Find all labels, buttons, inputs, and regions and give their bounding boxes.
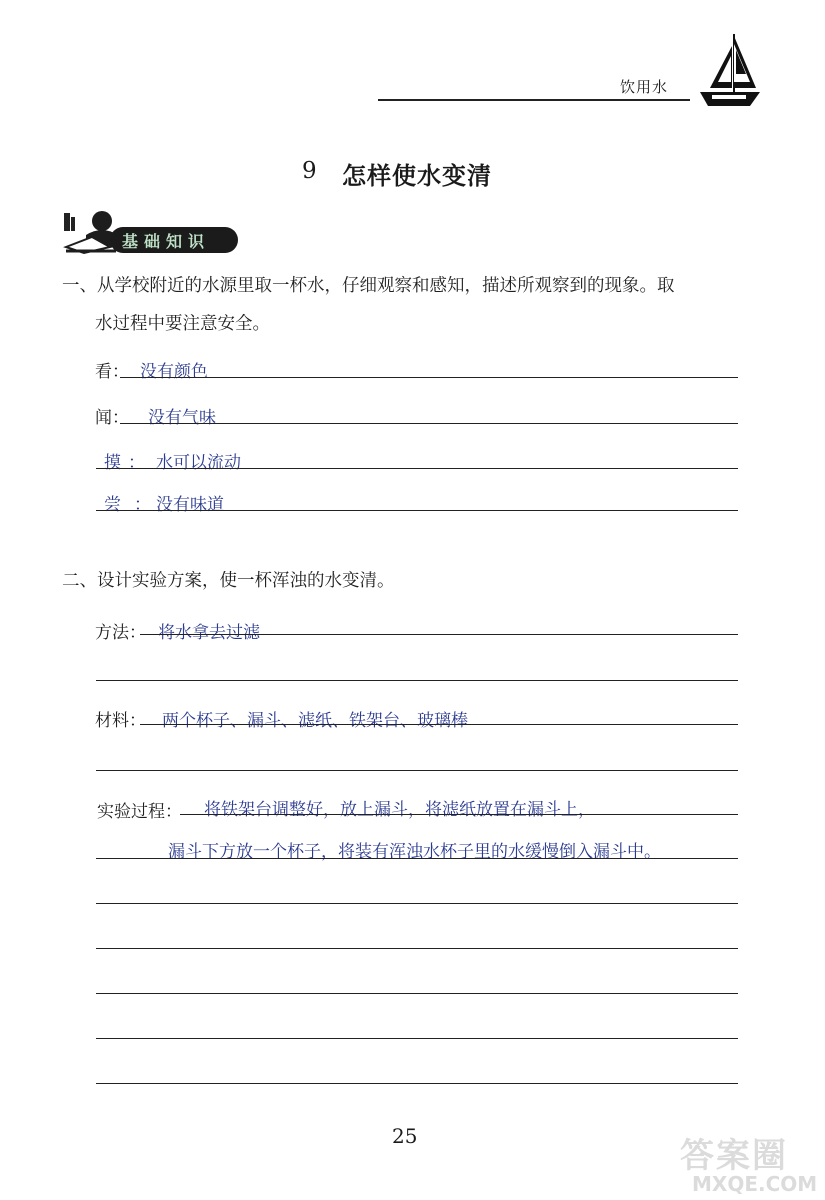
observe-touch-answer[interactable]: 水可以流动	[156, 453, 241, 473]
header-rule	[378, 99, 690, 101]
process-answer-line2[interactable]: 漏斗下方放一个杯子，将装有浑浊水杯子里的水缓慢倒入漏斗中。	[168, 842, 661, 862]
observe-look-answer[interactable]: 没有颜色	[140, 362, 208, 382]
answer-line	[120, 423, 738, 424]
answer-line	[96, 468, 738, 469]
process-answer-line1[interactable]: 将铁架台调整好，放上漏斗，将滤纸放置在漏斗上，	[204, 800, 595, 820]
q1-prompt-line1: 一、从学校附近的水源里取一杯水，仔细观察和感知，描述所观察到的现象。取	[62, 276, 675, 296]
observe-taste-label: 尝	[104, 495, 121, 515]
answer-line	[96, 1083, 738, 1084]
process-label: 实验过程：	[97, 802, 182, 822]
method-answer[interactable]: 将水拿去过滤	[158, 623, 260, 643]
answer-line	[96, 770, 738, 771]
observe-taste-answer[interactable]: 没有味道	[156, 495, 224, 515]
materials-label: 材料：	[95, 711, 146, 731]
answer-line	[180, 814, 738, 815]
method-label: 方法：	[95, 623, 146, 643]
watermark-line1: 答案圈	[680, 1136, 788, 1176]
section-badge-label: 基础知识	[122, 232, 211, 251]
answer-line	[96, 1038, 738, 1039]
observe-touch-sep: ：	[128, 453, 145, 473]
q2-prompt: 二、设计实验方案，使一杯浑浊的水变清。	[62, 571, 395, 591]
reading-student-icon	[62, 207, 120, 255]
observe-taste-sep: ：	[134, 495, 151, 515]
materials-answer[interactable]: 两个杯子、漏斗、滤纸、铁架台、玻璃棒	[162, 711, 468, 731]
answer-line	[140, 634, 738, 635]
answer-line	[96, 680, 738, 681]
sailboat-icon	[698, 30, 762, 110]
section-badge	[62, 207, 242, 255]
q1-prompt-line2: 水过程中要注意安全。	[95, 314, 270, 334]
watermark	[672, 1128, 822, 1198]
page-title: 怎样使水变清	[342, 162, 492, 190]
watermark-line2: MXQE.COM	[692, 1172, 818, 1196]
answer-line	[96, 903, 738, 904]
chapter-tag: 饮用水	[620, 78, 669, 96]
answer-line	[96, 858, 738, 859]
observe-look-label: 看：	[95, 362, 129, 382]
answer-line	[96, 948, 738, 949]
page-number: 25	[392, 1124, 418, 1148]
answer-line	[120, 377, 738, 378]
answer-line	[140, 724, 738, 725]
observe-smell-answer[interactable]: 没有气味	[148, 408, 216, 428]
lesson-number: 9	[302, 158, 317, 184]
answer-line	[96, 993, 738, 994]
observe-touch-label: 摸	[104, 453, 121, 473]
answer-line	[96, 510, 738, 511]
observe-smell-label: 闻：	[95, 408, 129, 428]
